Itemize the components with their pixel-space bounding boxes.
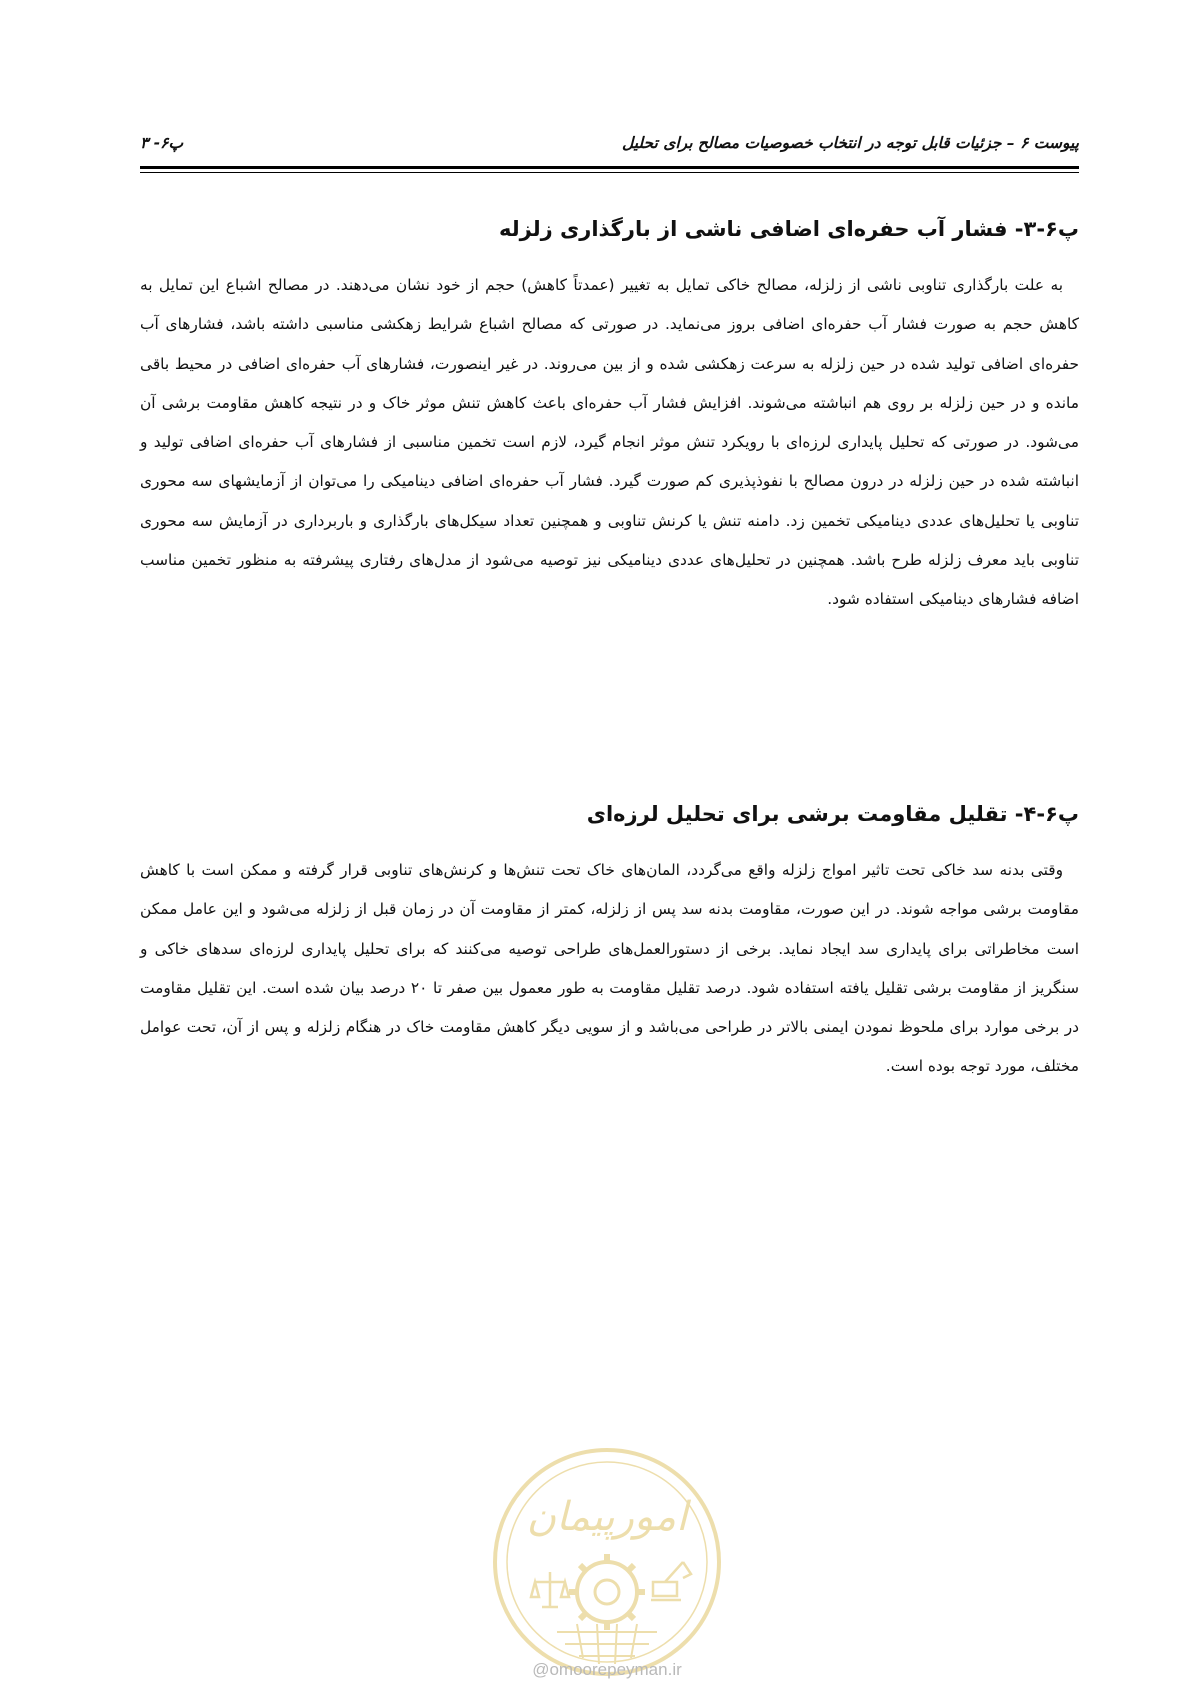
- section-heading: پ۶-۳- فشار آب حفره‌ای اضافی ناشی از بارگذاری زلزله: [499, 217, 1079, 241]
- running-header-title: پیوست ۶ – جزئیات قابل توجه در انتخاب خصوصیات مصالح برای تحلیل: [621, 134, 1079, 152]
- watermark-logo-text: امورپیمان: [526, 1494, 688, 1540]
- watermark-url: @omoorepeyman.ir: [532, 1660, 682, 1679]
- watermark-logo: [487, 1442, 727, 1692]
- running-header: [140, 128, 1079, 158]
- page-number: پ۶- ۳: [140, 134, 184, 152]
- section-paragraph: وقتی بدنه سد خاکی تحت تاثیر امواج زلزله واقع می‌گردد، المان‌های خاک تحت تنش‌ها و کرنش‌های تناوبی قرار گرفته و ممکن است با کاهش مقاومت برشی مواجه شوند. در این صورت، مقاومت بدنه سد پس از زلزله، کمتر از مقاومت آن در زمان قبل از زلزله می‌شود و این عامل ممکن است مخاطراتی برای پایداری سد ایجاد نماید. برخی از دستورالعمل‌های طراحی توصیه می‌کنند که برای تحلیل پایداری لرزه‌ای سدهای خاکی و سنگریز از مقاومت برشی تقلیل یافته استفاده شود. درصد تقلیل مقاومت به طور معمول بین صفر تا ۲۰ درصد بیان شده است. این تقلیل مقاومت در برخی موارد برای ملحوظ نمودن ایمنی بالاتر در طراحی می‌باشد و از سویی دیگر کاهش مقاومت خاک در هنگام زلزله و پس از آن، تحت عوامل مختلف، مورد توجه بوده است.: [140, 861, 1080, 1076]
- section-excess-pore-pressure: [140, 212, 1079, 620]
- section-paragraph: به علت بارگذاری تناوبی ناشی از زلزله، مصالح خاکی تمایل به تغییر (عمدتاً کاهش) حجم از خود نشان می‌دهند. در مصالح اشباع این تمایل به کاهش حجم به صورت فشار آب حفره‌ای اضافی بروز می‌نماید. در صورتی که مصالح اشباع شرایط زهکشی مناسبی داشته باشد، فشارهای آب حفره‌ای اضافی تولید شده در حین زلزله به سرعت زهکشی شده و از بین می‌روند. در غیر اینصورت، فشارهای آب حفره‌ای اضافی در محیط باقی مانده و در حین زلزله بر روی هم انباشته می‌شوند. افزایش فشار آب حفره‌ای باعث کاهش تنش موثر خاک و در نتیجه کاهش مقاومت برشی آن می‌شود. در صورتی که تحلیل پایداری لرزه‌ای با رویکرد تنش موثر انجام گیرد، لازم است تخمین مناسبی از فشارهای آب حفره‌ای اضافی تولید و انباشته شده در حین زلزله در درون مصالح با نفوذپذیری کم صورت گیرد. فشار آب حفره‌ای اضافی دینامیکی را می‌توان از آزمایشهای سه محوری تناوبی یا تحلیل‌های عددی دینامیکی تخمین زد. دامنه تنش یا کرنش تناوبی و همچنین تعداد سیکل‌های بارگذاری و باربرداری در آزمایش سه محوری تناوبی باید معرف زلزله طرح باشد. همچنین در تحلیل‌های عددی دینامیکی نیز توصیه می‌شود از مدل‌های رفتاری پیشرفته به منظور تخمین مناسب اضافه فشارهای دینامیکی استفاده شود.: [140, 276, 1079, 609]
- header-rule-thin: [140, 172, 1079, 173]
- header-rule-thick: [140, 166, 1079, 169]
- watermark-seal-icon: [487, 1442, 727, 1682]
- section-heading: پ۶-۴- تقلیل مقاومت برشی برای تحلیل لرزه‌ای: [586, 802, 1079, 826]
- section-shear-strength-reduction: [140, 797, 1079, 1087]
